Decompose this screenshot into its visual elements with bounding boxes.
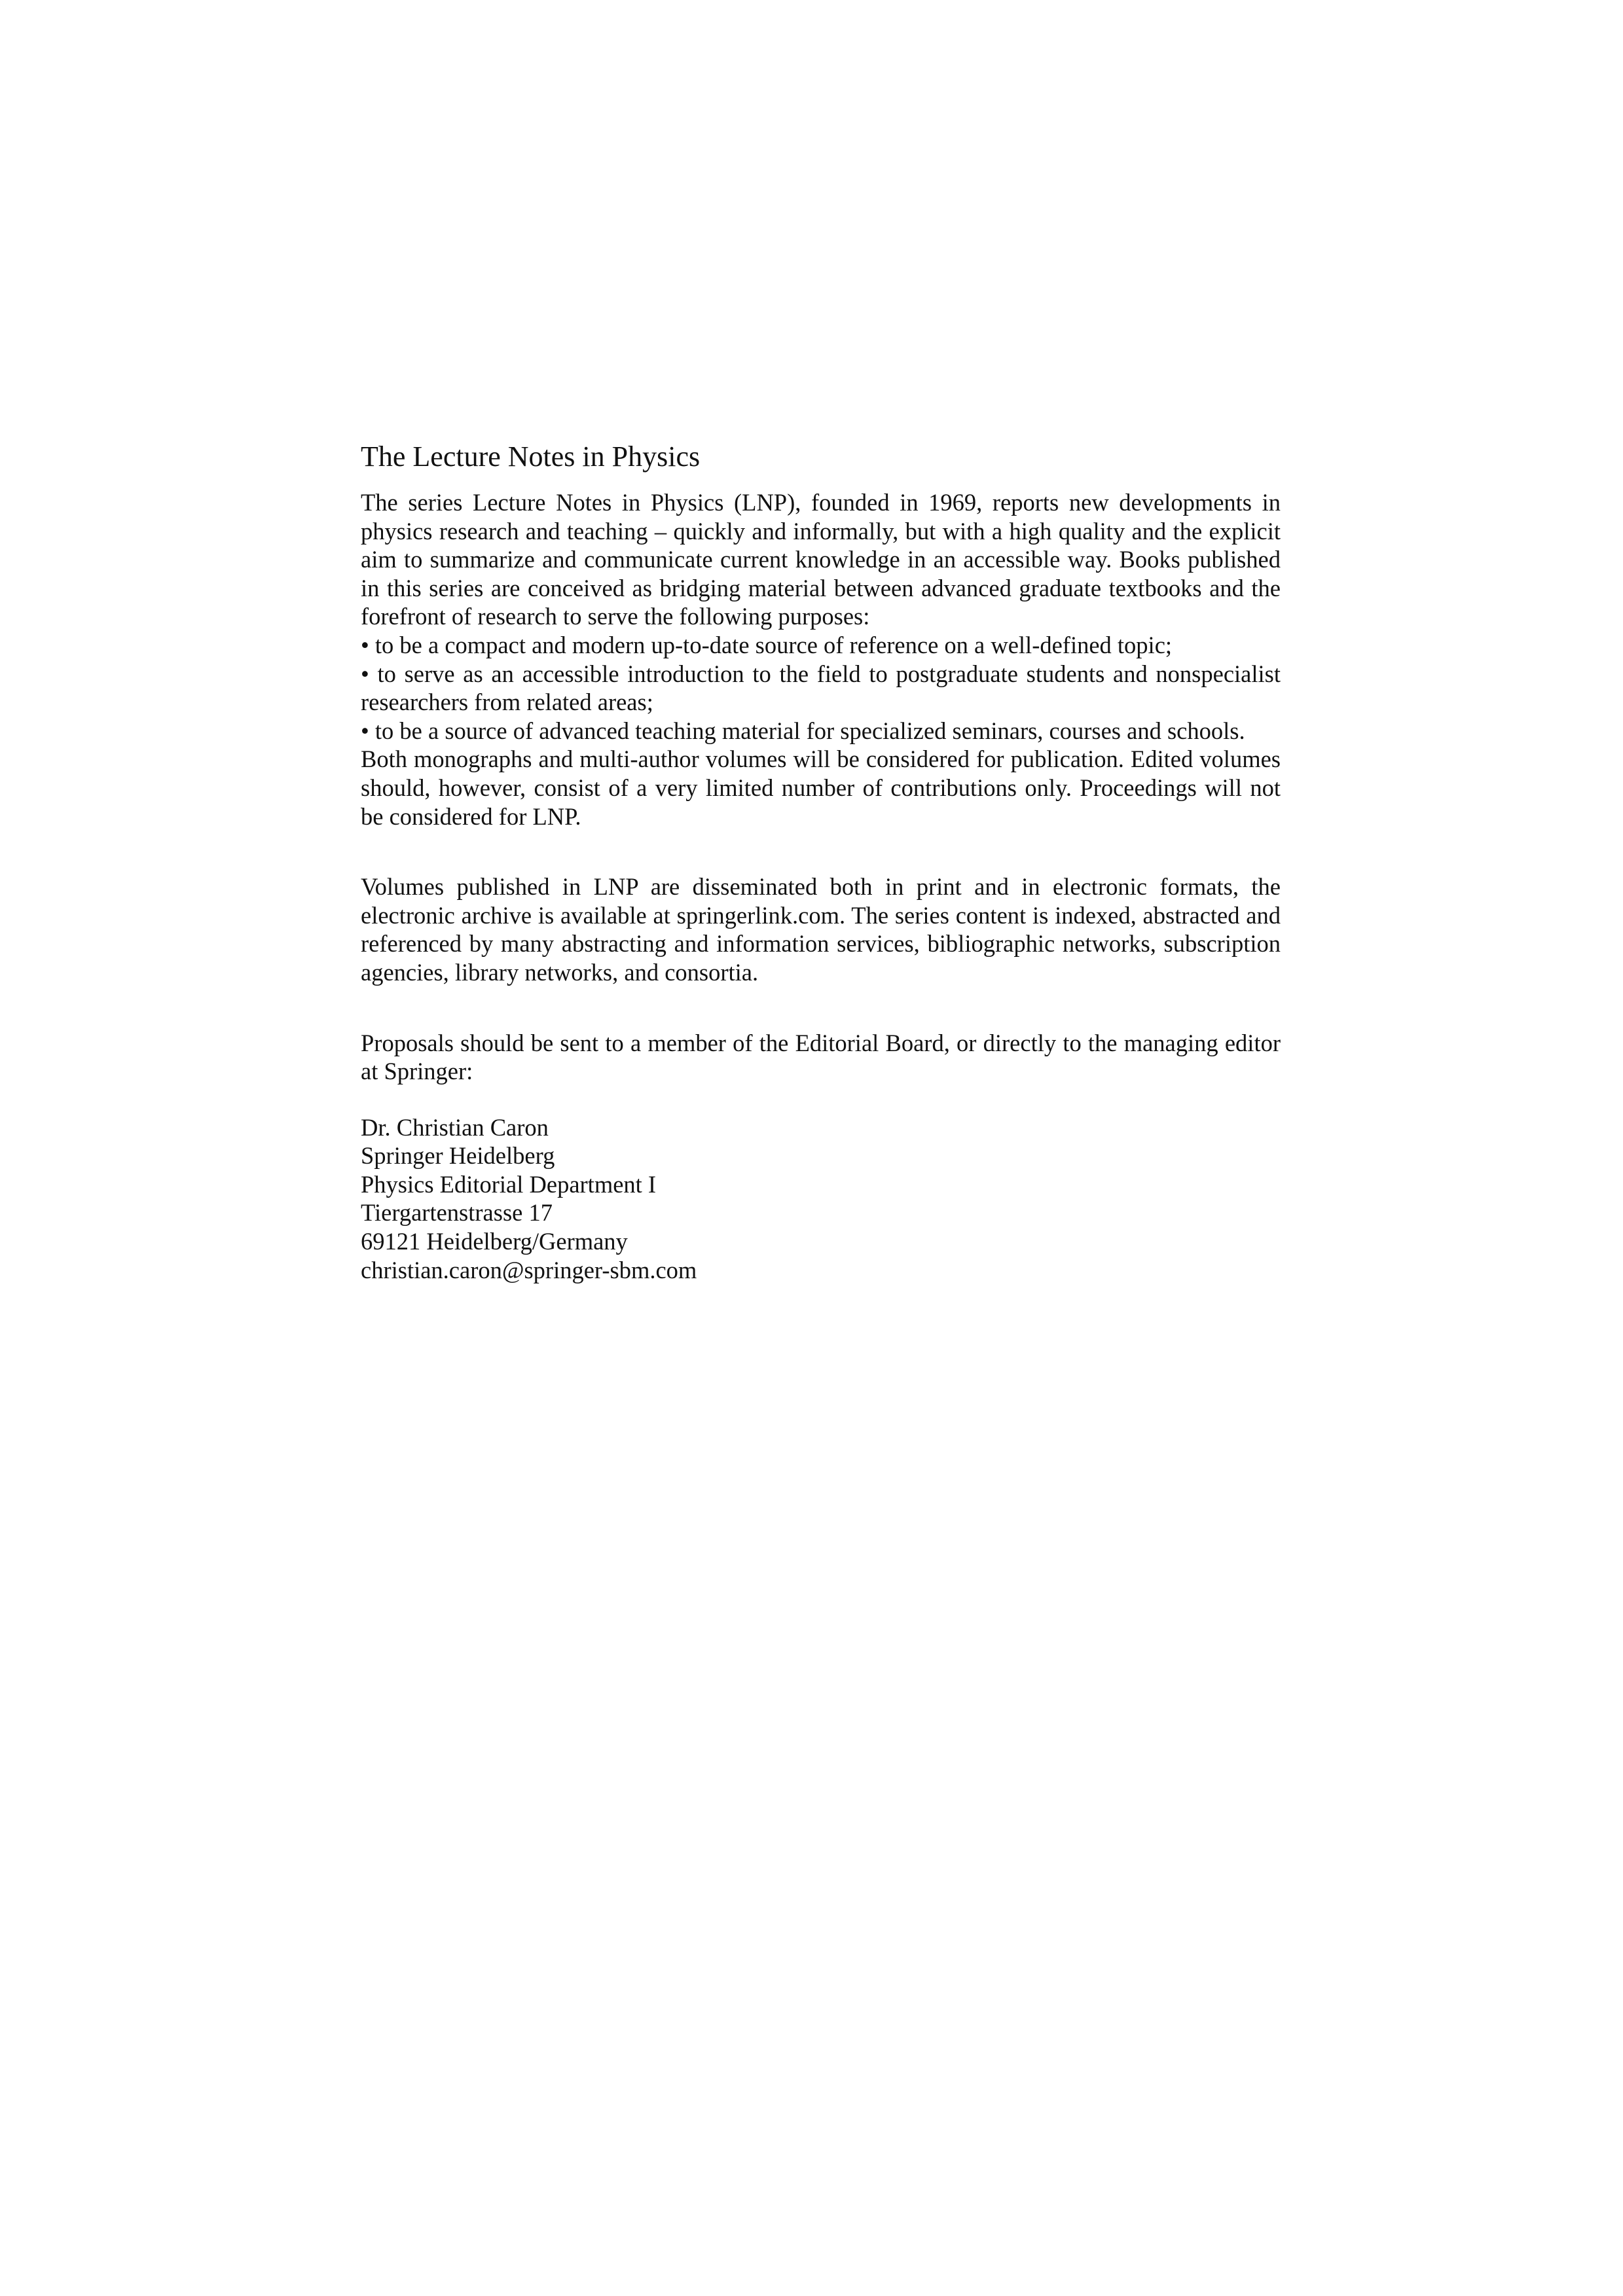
proposals-paragraph: Proposals should be sent to a member of the Editorial Board, or directly to the managing editor at Springer: — [361, 1029, 1281, 1085]
intro-paragraph: The series Lecture Notes in Physics (LNP), founded in 1969, reports new developments in physics research and teaching – quickly and informally, but with a high quality and the explicit aim to summarize and communicate current knowledge in an accessible way. Books published in this series are conceived as bridging material between advanced graduate textbooks and the forefront of research to serve the following purposes: — [361, 489, 1281, 630]
page-title: The Lecture Notes in Physics — [361, 440, 701, 473]
bullet-item-reference: • to be a compact and modern up-to-date source of reference on a well-defined topic; — [361, 631, 1173, 658]
editor-address — [361, 1113, 1281, 1285]
dissemination-paragraph: Volumes published in LNP are disseminated both in print and in electronic formats, the electronic archive is available at springerlink.com. The series content is indexed, abstracted and referenced by many abstracting and information services, bibliographic networks, subscription agencies, library networks, and consortia. — [361, 873, 1281, 986]
editor-organization: Springer Heidelberg — [361, 1142, 555, 1170]
editor-street: Tiergartenstrasse 17 — [361, 1199, 553, 1227]
page-content — [361, 439, 1281, 1284]
editor-department: Physics Editorial Department I — [361, 1170, 657, 1198]
bullet-item-introduction: • to serve as an accessible introduction to the field to postgraduate students and nonspecialist researchers from related areas; — [361, 660, 1281, 716]
bullet-list — [361, 631, 1281, 745]
editor-name: Dr. Christian Caron — [361, 1113, 549, 1141]
editor-email: christian.caron@springer-sbm.com — [361, 1256, 697, 1283]
spacer — [361, 1086, 1281, 1113]
bullet-item-teaching: • to be a source of advanced teaching material for specialized seminars, courses and schools. — [361, 717, 1245, 744]
spacer — [361, 831, 1281, 872]
volumes-paragraph: Both monographs and multi-author volumes will be considered for publication. Edited volumes should, however, consist of a very limited number of contributions only. Proceedings will not be considered for LNP. — [361, 745, 1281, 830]
editor-city: 69121 Heidelberg/Germany — [361, 1228, 628, 1255]
spacer — [361, 987, 1281, 1029]
